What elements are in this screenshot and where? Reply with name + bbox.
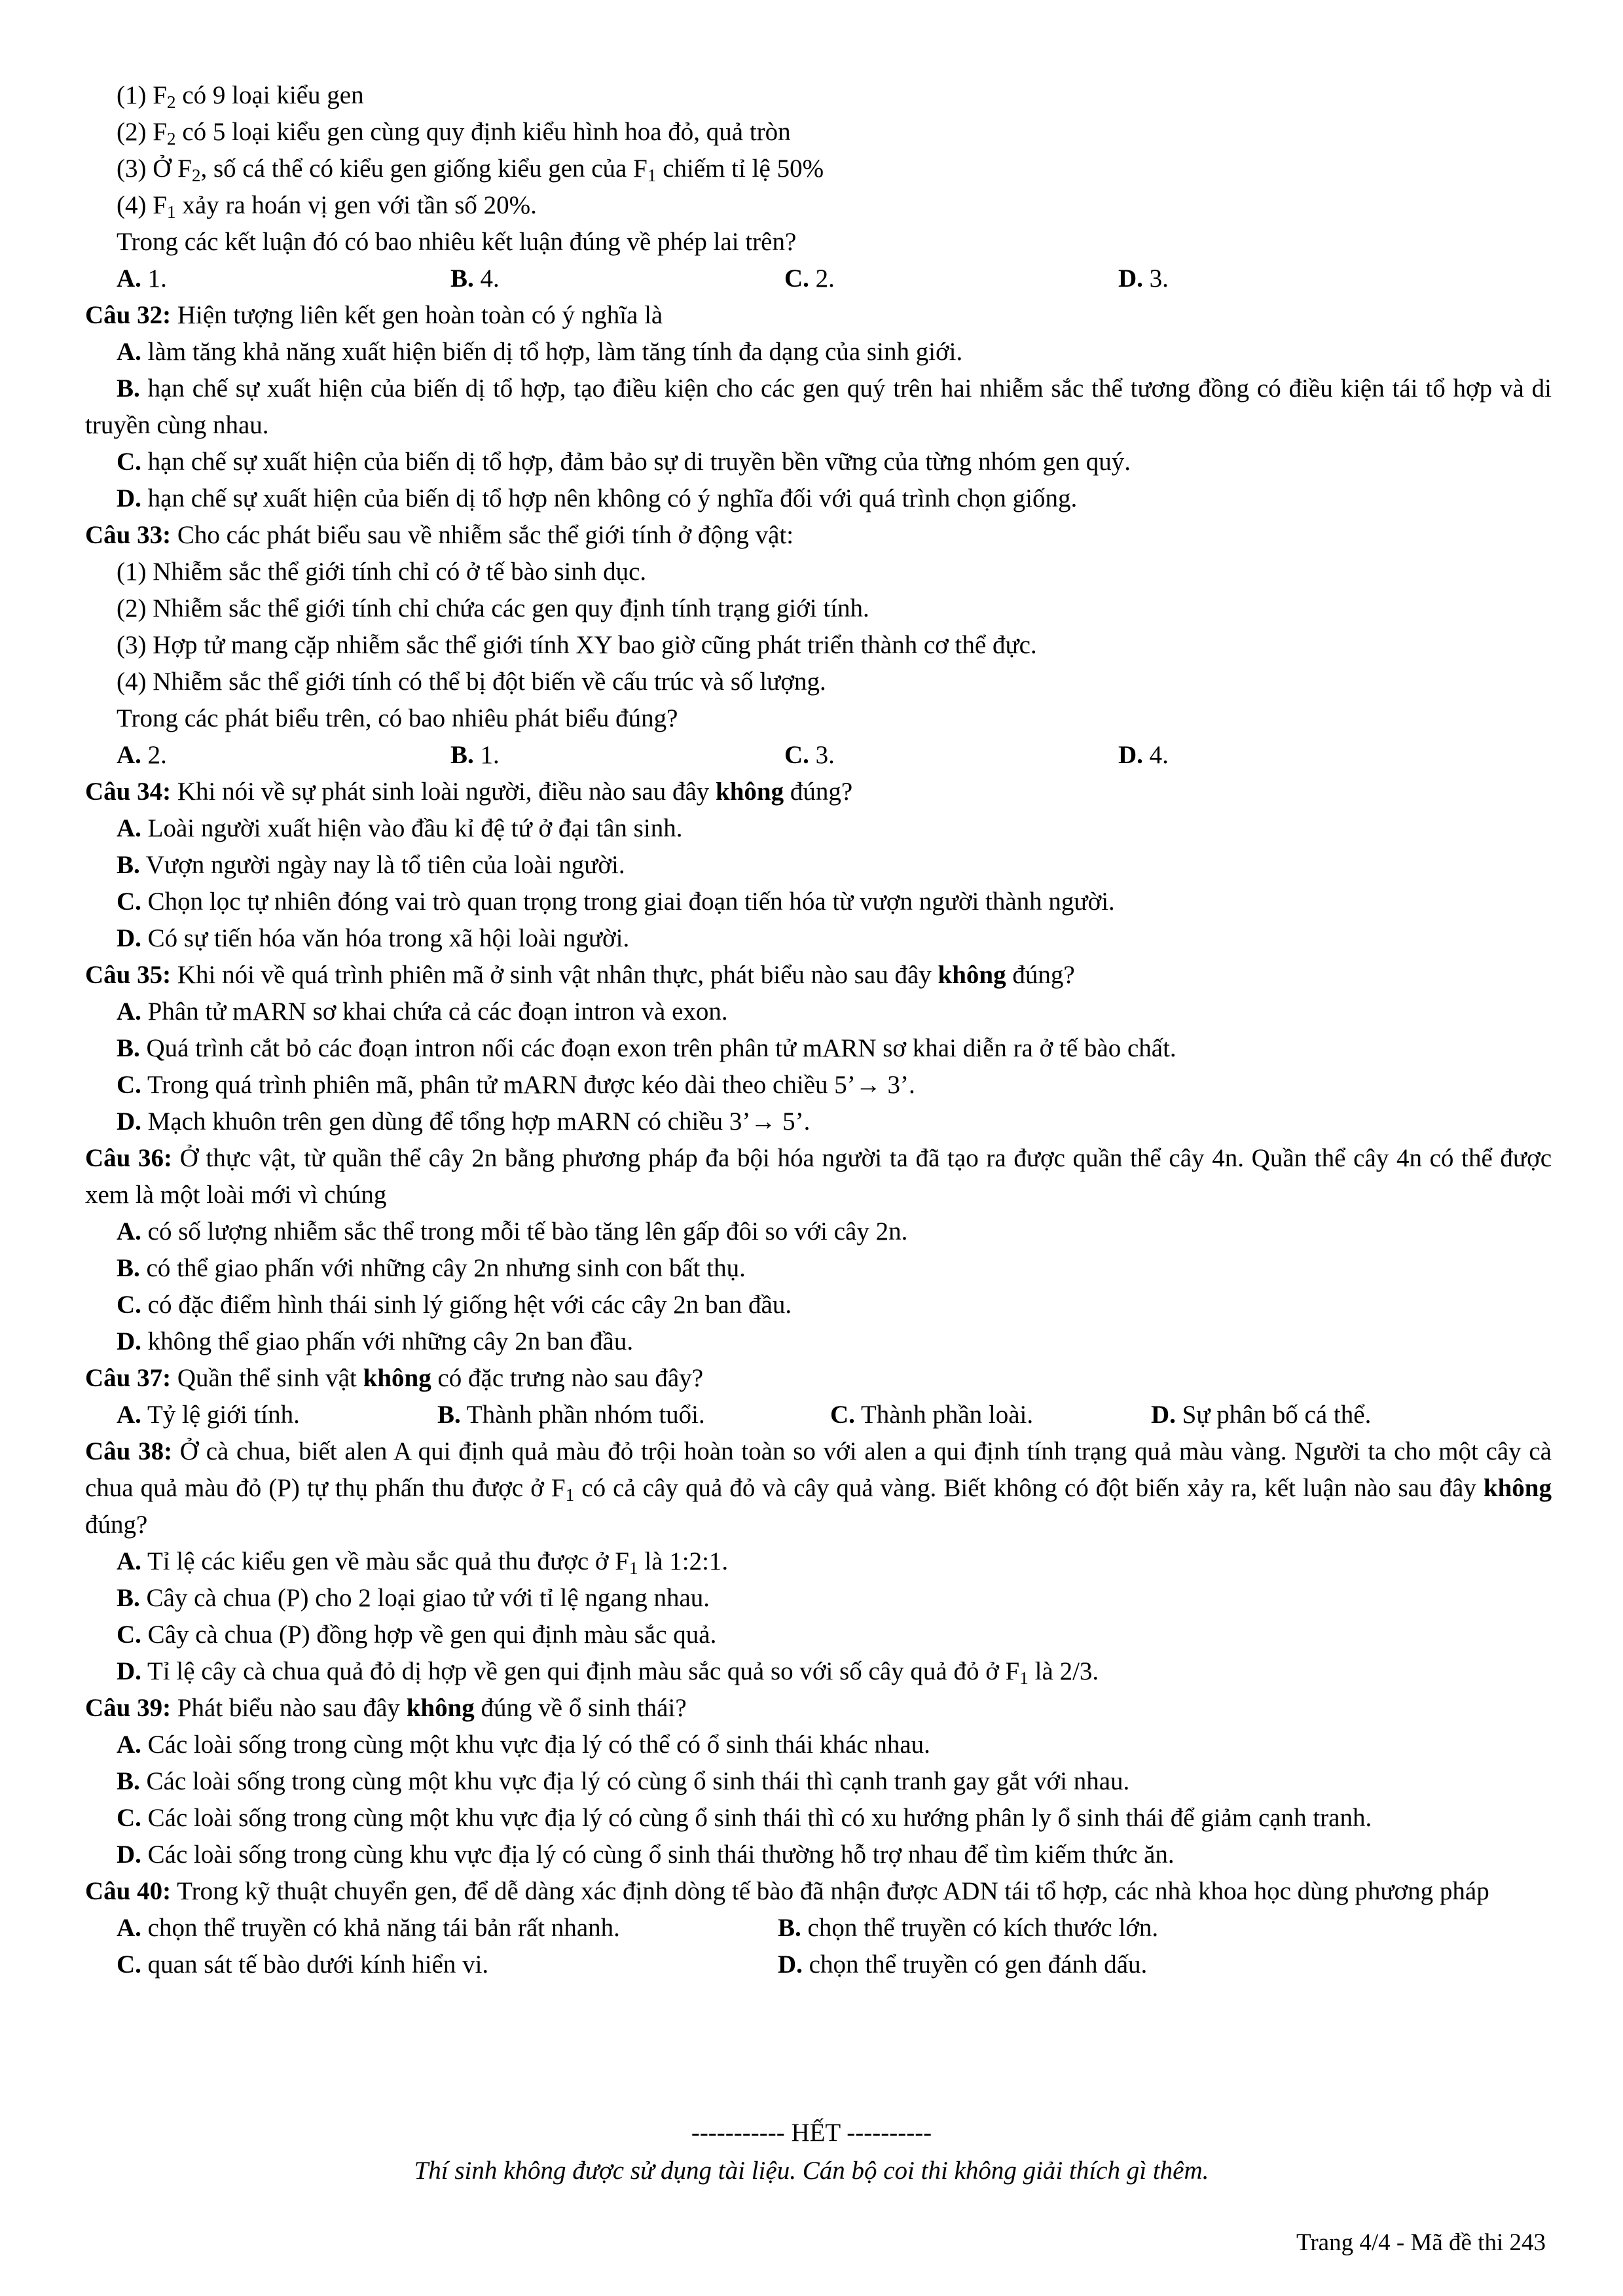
q32-option-b[interactable]: B. hạn chế sự xuất hiện của biến dị tổ hợp, tạo điều kiện cho các gen quý trên hai nhiễm sắc thể tương đồng có điều kiện tái tổ hợp và di truyền cùng nhau. xyxy=(85,374,1552,439)
q38-option-d[interactable]: D. Tỉ lệ cây cà chua quả đỏ dị hợp về gen qui định màu sắc quả so với số cây quả đỏ ở $F_1$ là 2/3. xyxy=(117,1657,1099,1688)
q37-stem: Câu 37: Quần thể sinh vật không có đặc trưng nào sau đây? xyxy=(85,1364,704,1392)
q34-option-a[interactable]: A. Loài người xuất hiện vào đầu kỉ đệ tứ ở đại tân sinh. xyxy=(117,814,683,842)
q40-option-d[interactable]: D. chọn thể truyền có gen đánh dấu. xyxy=(778,1950,1148,1979)
q31-option-a[interactable]: A. 1. xyxy=(117,264,167,293)
q33-option-d[interactable]: D. 4. xyxy=(1118,741,1169,769)
end-section xyxy=(0,2114,1623,2190)
q40-option-b[interactable]: B. chọn thể truyền có kích thước lớn. xyxy=(778,1914,1159,1942)
q39-option-c[interactable]: C. Các loài sống trong cùng một khu vực địa lý có cùng ổ sinh thái thì có xu hướng phân ly ổ sinh thái để giảm cạnh tranh. xyxy=(117,1804,1372,1832)
q36-option-b[interactable]: B. có thể giao phấn với những cây 2n nhưng sinh con bất thụ. xyxy=(117,1254,746,1282)
end-note: Thí sinh không được sử dụng tài liệu. Cán bộ coi thi không giải thích gì thêm. xyxy=(414,2157,1209,2185)
q38-option-b[interactable]: B. Cây cà chua (P) cho 2 loại giao tử với tỉ lệ ngang nhau. xyxy=(117,1584,710,1612)
q31-statement-1: (1) $F_2$ có 9 loại kiểu gen xyxy=(117,81,364,112)
q38-option-c[interactable]: C. Cây cà chua (P) đồng hợp về gen qui định màu sắc quả. xyxy=(117,1621,717,1649)
q35-option-b[interactable]: B. Quá trình cắt bỏ các đoạn intron nối các đoạn exon trên phân tử mARN sơ khai diễn ra ở tế bào chất. xyxy=(117,1034,1176,1062)
q31-question: Trong các kết luận đó có bao nhiêu kết luận đúng về phép lai trên? xyxy=(117,228,797,256)
page-footer: Trang 4/4 - Mã đề thi 243 xyxy=(1296,2229,1546,2256)
q33-stem: Câu 33: Cho các phát biểu sau về nhiễm sắc thể giới tính ở động vật: xyxy=(85,521,794,549)
q34-option-b[interactable]: B. Vượn người ngày nay là tổ tiên của loài người. xyxy=(117,851,625,879)
q32-stem: Câu 32: Hiện tượng liên kết gen hoàn toàn có ý nghĩa là xyxy=(85,301,663,329)
q37-option-b[interactable]: B. Thành phần nhóm tuổi. xyxy=(437,1401,705,1429)
q32-option-d[interactable]: D. hạn chế sự xuất hiện của biến dị tổ hợp nên không có ý nghĩa đối với quá trình chọn giống. xyxy=(117,484,1078,512)
q40-stem: Câu 40: Trong kỹ thuật chuyển gen, để dễ dàng xác định dòng tế bào đã nhận được ADN tái tổ hợp, các nhà khoa học dùng phương pháp xyxy=(85,1877,1489,1905)
q39-option-d[interactable]: D. Các loài sống trong cùng khu vực địa lý có cùng ổ sinh thái thường hỗ trợ nhau để tìm kiếm thức ăn. xyxy=(117,1840,1175,1869)
q31-statement-3: (3) Ở $F_2$, số cá thể có kiểu gen giống kiểu gen của $F_1$ chiếm tỉ lệ 50% xyxy=(117,154,824,185)
q34-option-c[interactable]: C. Chọn lọc tự nhiên đóng vai trò quan trọng trong giai đoạn tiến hóa từ vượn người thành người. xyxy=(117,888,1115,916)
q39-stem: Câu 39: Phát biểu nào sau đây không đúng về ổ sinh thái? xyxy=(85,1694,687,1722)
q31-option-c[interactable]: C. 2. xyxy=(784,264,835,293)
q31-option-b[interactable]: B. 4. xyxy=(450,264,500,293)
q31-statement-2: (2) $F_2$ có 5 loại kiểu gen cùng quy định kiểu hình hoa đỏ, quả tròn xyxy=(117,118,791,149)
q32-option-a[interactable]: A. làm tăng khả năng xuất hiện biến dị tổ hợp, làm tăng tính đa dạng của sinh giới. xyxy=(117,338,963,366)
q33-option-a[interactable]: A. 2. xyxy=(117,741,167,769)
q39-option-a[interactable]: A. Các loài sống trong cùng một khu vực địa lý có thể có ổ sinh thái khác nhau. xyxy=(117,1731,930,1759)
q33-statement-2: (2) Nhiễm sắc thể giới tính chỉ chứa các gen quy định tính trạng giới tính. xyxy=(117,594,869,622)
q35-option-c[interactable]: C. Trong quá trình phiên mã, phân tử mARN được kéo dài theo chiều 5’→ 3’. xyxy=(117,1071,915,1099)
q39-option-b[interactable]: B. Các loài sống trong cùng một khu vực địa lý có cùng ổ sinh thái thì cạnh tranh gay gắt với nhau. xyxy=(117,1767,1130,1795)
q33-option-c[interactable]: C. 3. xyxy=(784,741,835,769)
q37-option-a[interactable]: A. Tỷ lệ giới tính. xyxy=(117,1401,300,1429)
q35-option-a[interactable]: A. Phân tử mARN sơ khai chứa cả các đoạn intron và exon. xyxy=(117,997,728,1026)
q40-options-row-1 xyxy=(85,1910,1552,1946)
q37-options xyxy=(85,1397,1552,1433)
q31-statement-4: (4) $F_1$ xảy ra hoán vị gen với tần số 20%. xyxy=(117,191,537,222)
q37-option-c[interactable]: C. Thành phần loài. xyxy=(830,1401,1034,1429)
q32-option-c[interactable]: C. hạn chế sự xuất hiện của biến dị tổ hợp, đảm bảo sự di truyền bền vững của từng nhóm gen quý. xyxy=(117,448,1131,476)
q34-stem: Câu 34: Khi nói về sự phát sinh loài người, điều nào sau đây không đúng? xyxy=(85,778,853,806)
q33-option-b[interactable]: B. 1. xyxy=(450,741,500,769)
q40-option-c[interactable]: C. quan sát tế bào dưới kính hiển vi. xyxy=(117,1950,489,1979)
q34-option-d[interactable]: D. Có sự tiến hóa văn hóa trong xã hội loài người. xyxy=(117,924,630,952)
q31-option-d[interactable]: D. 3. xyxy=(1118,264,1169,293)
q35-stem: Câu 35: Khi nói về quá trình phiên mã ở sinh vật nhân thực, phát biểu nào sau đây không đúng? xyxy=(85,961,1075,989)
q38-option-a[interactable]: A. Tỉ lệ các kiểu gen về màu sắc quả thu được ở $F_1$ là 1:2:1. xyxy=(117,1547,729,1578)
q40-option-a[interactable]: A. chọn thể truyền có khả năng tái bản rất nhanh. xyxy=(117,1914,620,1942)
q33-question: Trong các phát biểu trên, có bao nhiêu phát biểu đúng? xyxy=(117,704,678,732)
exam-page xyxy=(85,77,1552,1983)
q33-statement-4: (4) Nhiễm sắc thể giới tính có thể bị đột biến về cấu trúc và số lượng. xyxy=(117,668,826,696)
q35-option-d[interactable]: D. Mạch khuôn trên gen dùng để tổng hợp mARN có chiều 3’→ 5’. xyxy=(117,1107,811,1136)
q33-statement-3: (3) Hợp tử mang cặp nhiễm sắc thể giới tính XY bao giờ cũng phát triển thành cơ thể đực. xyxy=(117,631,1037,659)
q36-option-d[interactable]: D. không thể giao phấn với những cây 2n ban đầu. xyxy=(117,1327,634,1355)
q31-options xyxy=(85,260,1552,297)
q38-stem: Câu 38: Ở cà chua, biết alen A qui định quả màu đỏ trội hoàn toàn so với alen a qui định tính trạng quả màu vàng. Người ta cho một cây cà chua quả màu đỏ (P) tự thụ phấn thu được ở $F_1$ có cả cây quả đỏ và cây quả vàng. Biết không có đột biến xảy ra, kết luận nào sau đây không đúng? xyxy=(85,1437,1552,1539)
q36-option-a[interactable]: A. có số lượng nhiễm sắc thể trong mỗi tế bào tăng lên gấp đôi so với cây 2n. xyxy=(117,1217,908,1246)
q36-option-c[interactable]: C. có đặc điểm hình thái sinh lý giống hệt với các cây 2n ban đầu. xyxy=(117,1291,792,1319)
q36-stem: Câu 36: Ở thực vật, từ quần thể cây 2n bằng phương pháp đa bội hóa người ta đã tạo ra được quần thể cây 4n. Quần thể cây 4n có thể được xem là một loài mới vì chúng xyxy=(85,1144,1552,1209)
q33-options xyxy=(85,737,1552,774)
q37-option-d[interactable]: D. Sự phân bố cá thể. xyxy=(1151,1401,1372,1429)
q40-options-row-2 xyxy=(85,1946,1552,1983)
q33-statement-1: (1) Nhiễm sắc thể giới tính chỉ có ở tế bào sinh dục. xyxy=(117,558,647,586)
end-mark: ----------- HẾT ---------- xyxy=(691,2119,932,2147)
